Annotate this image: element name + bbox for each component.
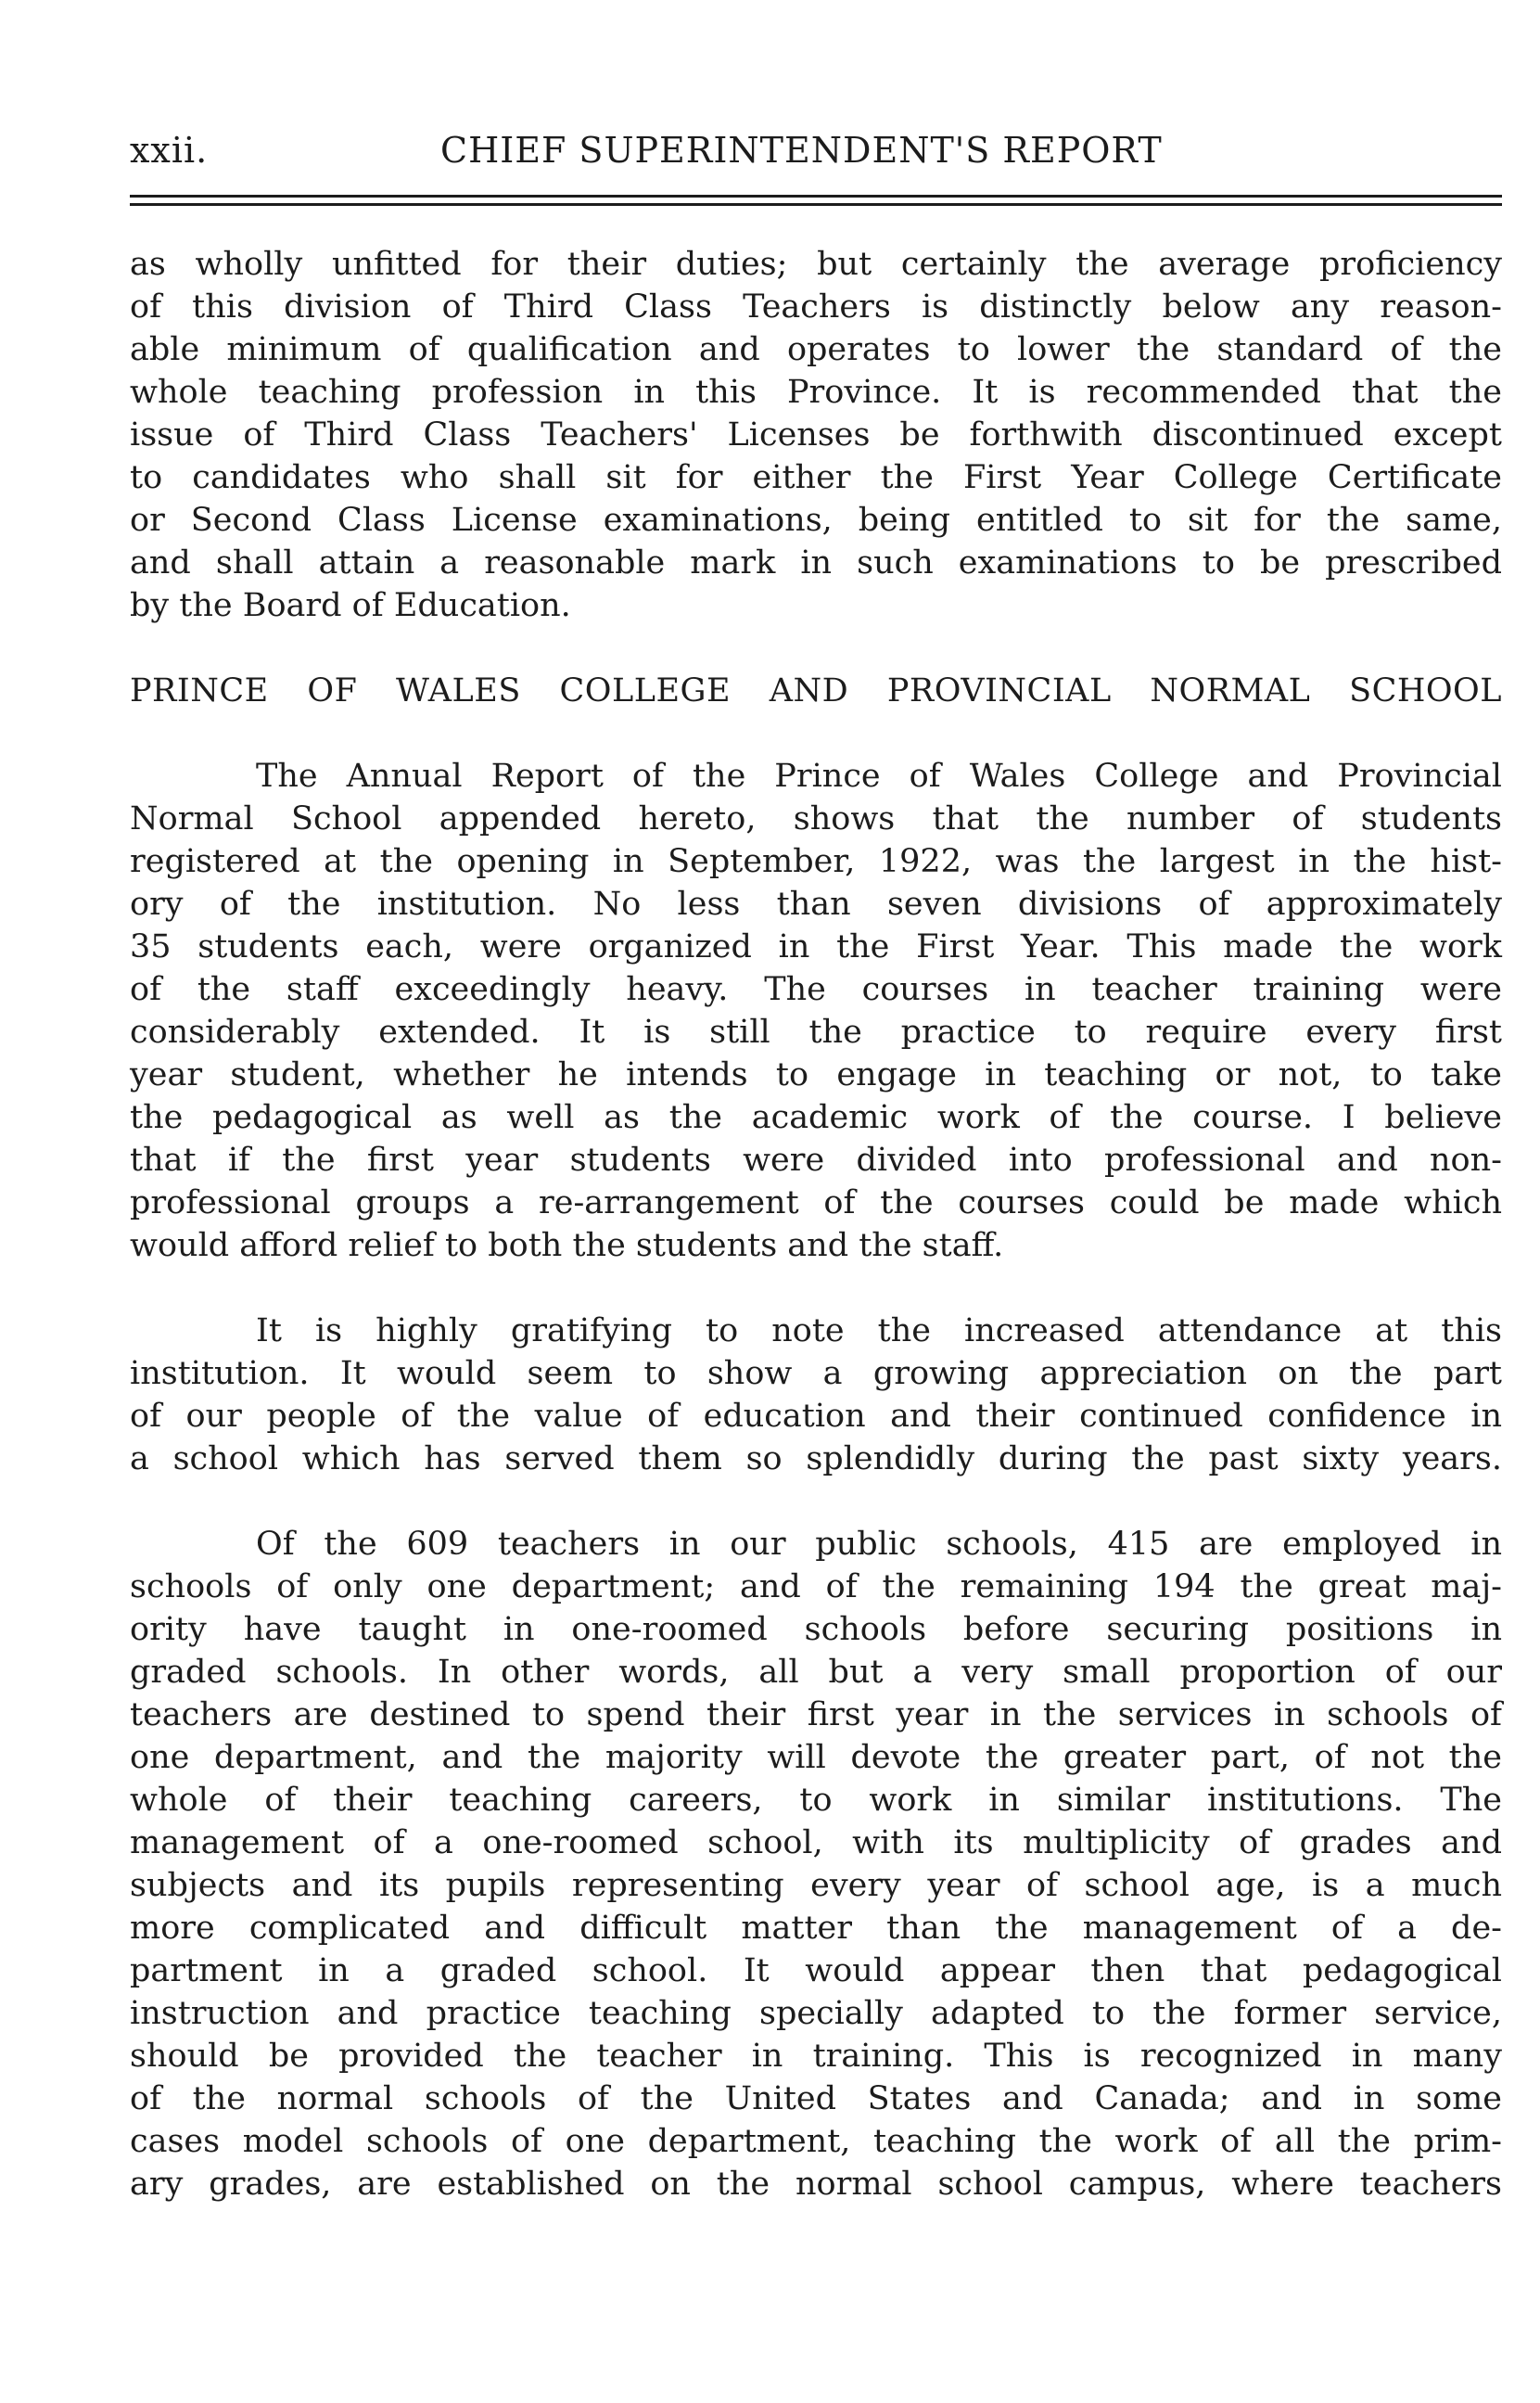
text-line: considerably extended. It is still the practice to require every first [130,1014,1502,1051]
text-line: whole teaching profession in this Province. It is recommended that the [130,374,1502,411]
text-line: to candidates who shall sit for either the First Year College Certificate [130,459,1502,496]
paragraph-continued [130,243,1502,627]
text-line: professional groups a re-arrangement of the courses could be made which [130,1184,1502,1221]
text-line: schools of only one department; and of the remaining 194 the great maj- [130,1568,1502,1605]
text-line: subjects and its pupils representing every year of school age, is a much [130,1867,1502,1904]
page-number: xxii. [130,130,209,171]
header-rule-top [130,195,1502,198]
spacer [130,1267,1502,1310]
spacer [130,627,1502,670]
text-line: that if the first year students were divided into professional and non- [130,1142,1502,1179]
text-line: by the Board of Education. [130,587,571,624]
text-line: able minimum of qualification and operates to lower the standard of the [130,331,1502,368]
text-line: should be provided the teacher in training. This is recognized in many [130,2038,1502,2075]
text-line: the pedagogical as well as the academic work of the course. I believe [130,1099,1502,1136]
text-line: or Second Class License examinations, being entitled to sit for the same, [130,502,1502,539]
text-line: of the normal schools of the United States and Canada; and in some [130,2080,1502,2117]
header-rule-bottom [130,203,1502,206]
text-line: ority have taught in one-roomed schools before securing positions in [130,1611,1502,1648]
running-head: CHIEF SUPERINTENDENT'S REPORT [440,130,1163,171]
spacer [130,712,1502,755]
text-line: one department, and the majority will devote the greater part, of not the [130,1739,1502,1776]
paragraph [130,1523,1502,2205]
text-line: whole of their teaching careers, to work in similar institutions. The [130,1782,1502,1819]
text-line: would afford relief to both the students and the staff. [130,1227,1004,1264]
text-line: ary grades, are established on the normal school campus, where teachers [130,2166,1502,2203]
text-line: partment in a graded school. It would appear then that pedagogical [130,1952,1502,1989]
text-line: Of the 609 teachers in our public schools, 415 are employed in [256,1526,1502,1563]
text-line: year student, whether he intends to engage in teaching or not, to take [130,1056,1502,1093]
text-line: of our people of the value of education and their continued confidence in [130,1398,1502,1435]
text-line: teachers are destined to spend their first year in the services in schools of [130,1696,1502,1733]
text-line: a school which has served them so splendidly during the past sixty years. [130,1440,1502,1477]
text-line: instruction and practice teaching specially adapted to the former service, [130,1995,1502,2032]
body-text [130,243,1502,2205]
text-line: of this division of Third Class Teachers is distinctly below any reason- [130,288,1502,326]
section-heading: PRINCE OF WALES COLLEGE AND PROVINCIAL NORMAL SCHOOL [130,672,1502,709]
spacer [130,1480,1502,1523]
paragraph [130,1310,1502,1480]
text-line: registered at the opening in September, 1922, was the largest in the hist- [130,843,1502,880]
page-header [130,130,1502,185]
text-line: The Annual Report of the Prince of Wales College and Provincial [256,758,1502,795]
text-line: issue of Third Class Teachers' Licenses be forthwith discontinued except [130,416,1502,454]
text-line: more complicated and difficult matter than the management of a de- [130,1910,1502,1947]
text-line: of the staff exceedingly heavy. The courses in teacher training were [130,971,1502,1008]
text-line: cases model schools of one department, teaching the work of all the prim- [130,2123,1502,2160]
text-line: as wholly unfitted for their duties; but certainly the average proficiency [130,246,1502,283]
text-line: and shall attain a reasonable mark in such examinations to be prescribed [130,544,1502,582]
text-line: ory of the institution. No less than seven divisions of approximately [130,886,1502,923]
text-line: Normal School appended hereto, shows that the number of students [130,800,1502,837]
text-line: institution. It would seem to show a growing appreciation on the part [130,1355,1502,1392]
text-line: It is highly gratifying to note the increased attendance at this [256,1312,1502,1349]
paragraph [130,755,1502,1267]
text-line: management of a one-roomed school, with its multiplicity of grades and [130,1824,1502,1861]
text-line: 35 students each, were organized in the First Year. This made the work [130,928,1502,965]
text-line: graded schools. In other words, all but a very small proportion of our [130,1654,1502,1691]
